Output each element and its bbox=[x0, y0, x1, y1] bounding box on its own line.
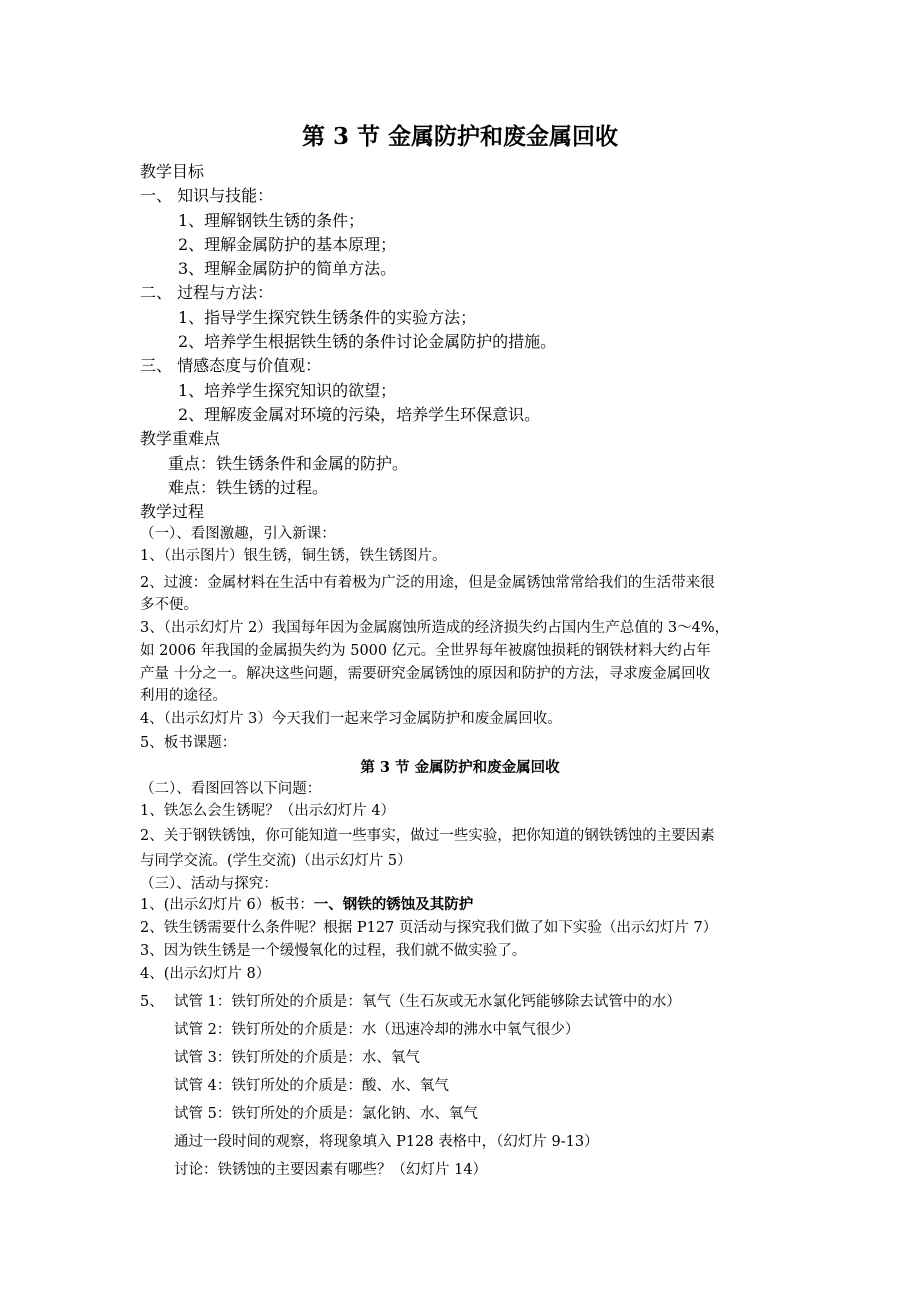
objective-item: 2、理解废金属对环境的污染，培养学生环保意识。 bbox=[178, 405, 541, 424]
paragraph: 2、关于钢铁锈蚀，你可能知道一些事实，做过一些实验，把你知道的钢铁锈蚀的主要因素 bbox=[140, 828, 715, 844]
paragraph: 与同学交流。(学生交流)（出示幻灯片 5） bbox=[140, 853, 412, 869]
objective-section-attitude: 三、 情感态度与价值观： bbox=[140, 356, 322, 375]
difficult-point: 难点：铁生锈的过程。 bbox=[168, 478, 329, 497]
paragraph bbox=[140, 893, 473, 917]
paragraph: 2、过渡：金属材料在生活中有着极为广泛的用途，但是金属锈蚀常常给我们的生活带来很 bbox=[140, 575, 715, 591]
test-tube-item: 试管 3：铁钉所处的介质是：水、氧气 bbox=[174, 1050, 420, 1066]
paragraph: 讨论：铁锈蚀的主要因素有哪些？（幻灯片 14） bbox=[174, 1162, 488, 1178]
objective-item: 1、指导学生探究铁生锈条件的实验方法； bbox=[178, 308, 477, 327]
paragraph: 4、（出示幻灯片 3）今天我们一起来学习金属防护和废金属回收。 bbox=[140, 711, 562, 727]
paragraph: 3、（出示幻灯片 2）我国每年因为金属腐蚀所造成的经济损失约占国内生产总值的 3～4%， bbox=[140, 620, 730, 636]
paragraph: 利用的途径。 bbox=[140, 688, 227, 704]
paragraph: 5、板书课题： bbox=[140, 735, 237, 751]
page-title: 第 3 节 金属防护和废金属回收 bbox=[301, 123, 619, 150]
paragraph: 多不便。 bbox=[140, 597, 198, 613]
paragraph: 1、（出示图片）银生锈，铜生锈，铁生锈图片。 bbox=[140, 548, 447, 564]
test-tube-item: 试管 1：铁钉所处的介质是：氧气（生石灰或无水氯化钙能够除去试管中的水） bbox=[174, 994, 681, 1010]
paragraph: 1、铁怎么会生锈呢？（出示幻灯片 4） bbox=[140, 803, 396, 819]
objective-item: 2、培养学生根据铁生锈的条件讨论金属防护的措施。 bbox=[178, 332, 557, 351]
paragraph: 如 2006 年我国的金属损失约为 5000 亿元。全世界每年被腐蚀损耗的钢铁材料大约占年 bbox=[140, 643, 711, 659]
section-heading-keypoints: 教学重难点 bbox=[140, 429, 221, 448]
part-title: （三）、活动与探究： bbox=[140, 876, 278, 892]
part-title: （一）、看图激趣，引入新课： bbox=[140, 526, 336, 542]
objective-section-process: 二、 过程与方法： bbox=[140, 283, 274, 302]
board-heading: 一、钢铁的锈蚀及其防护 bbox=[313, 896, 474, 913]
objective-item: 3、理解金属防护的简单方法。 bbox=[178, 259, 397, 278]
paragraph: 4、(出示幻灯片 8） bbox=[140, 966, 271, 982]
activity-prefix: 1、(出示幻灯片 6）板书： bbox=[140, 897, 314, 913]
key-point: 重点：铁生锈条件和金属的防护。 bbox=[168, 454, 409, 473]
test-tube-item: 试管 4：铁钉所处的介质是：酸、水、氧气 bbox=[174, 1078, 449, 1094]
part-title: （二）、看图回答以下问题： bbox=[140, 781, 322, 797]
board-title: 第 3 节 金属防护和废金属回收 bbox=[360, 759, 560, 776]
test-tube-item: 试管 2：铁钉所处的介质是：水（迅速冷却的沸水中氧气很少） bbox=[174, 1022, 580, 1038]
test-tube-item: 试管 5：铁钉所处的介质是：氯化钠、水、氧气 bbox=[174, 1106, 478, 1122]
paragraph: 3、因为铁生锈是一个缓慢氧化的过程，我们就不做实验了。 bbox=[140, 943, 527, 959]
paragraph: 产量 十分之一。解决这些问题，需要研究金属锈蚀的原因和防护的方法，寻求废金属回收 bbox=[140, 666, 711, 682]
objective-item: 1、培养学生探究知识的欲望； bbox=[178, 381, 397, 400]
section-heading-objectives: 教学目标 bbox=[140, 162, 205, 181]
paragraph: 2、铁生锈需要什么条件呢？根据 P127 页活动与探究我们做了如下实验（出示幻灯片 7） bbox=[140, 920, 718, 936]
objective-item: 2、理解金属防护的基本原理； bbox=[178, 235, 397, 254]
objective-section-knowledge: 一、 知识与技能： bbox=[140, 186, 274, 205]
paragraph: 通过一段时间的观察，将现象填入 P128 表格中，（幻灯片 9-13） bbox=[174, 1134, 599, 1150]
list-number: 5、 bbox=[140, 994, 164, 1010]
section-heading-process: 教学过程 bbox=[140, 502, 205, 521]
objective-item: 1、理解钢铁生锈的条件； bbox=[178, 211, 365, 230]
